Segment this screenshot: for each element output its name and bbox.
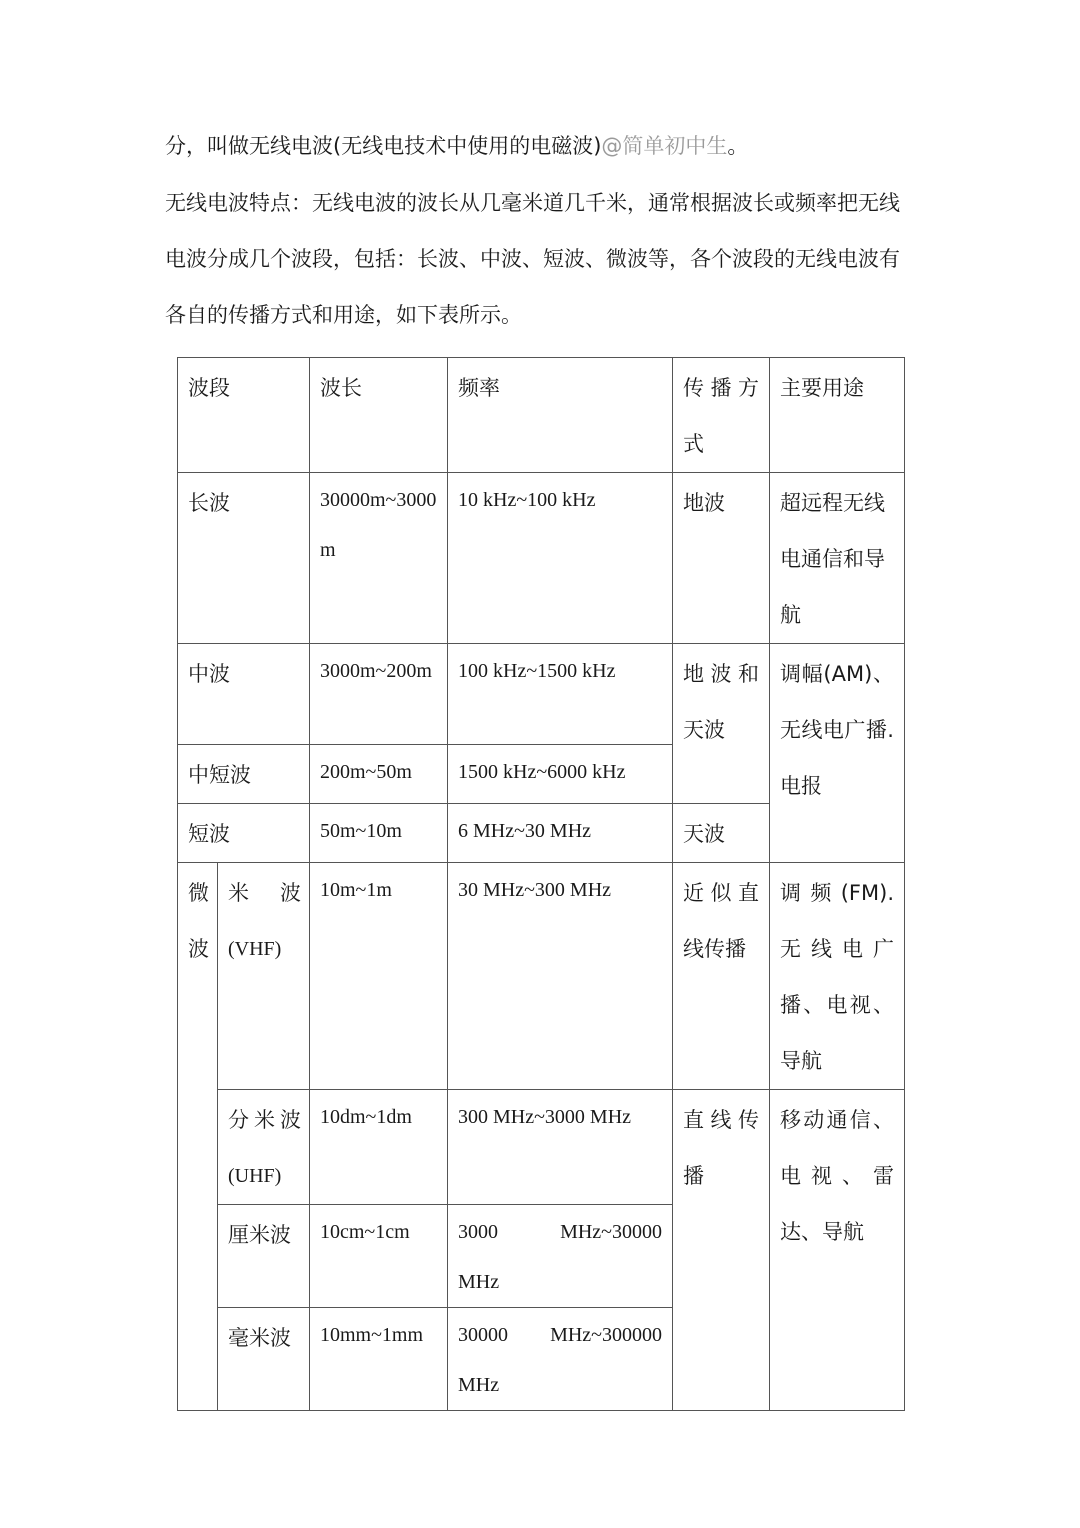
- cell-wavelength: 10cm~1cm: [310, 1205, 448, 1308]
- cell-usage: 移动通信、电视、雷达、导航: [770, 1090, 905, 1411]
- cell-wavelength: 30000m~3000m: [310, 473, 448, 644]
- cell-wavelength: 50m~10m: [310, 804, 448, 863]
- cell-usage: 调幅(AM)、无线电广播.电报: [770, 644, 905, 863]
- band-name: 分米波: [228, 1108, 301, 1132]
- cell-frequency: 100 kHz~1500 kHz: [448, 644, 673, 745]
- paragraph-line-1: [165, 132, 748, 160]
- table-row-uhf: [178, 1090, 905, 1205]
- paragraph-text: 分，叫做无线电波(无线电技术中使用的电磁波): [165, 134, 602, 158]
- cell-frequency: [448, 1205, 673, 1308]
- paragraph-text-end: 。: [727, 134, 749, 158]
- cell-frequency: 1500 kHz~6000 kHz: [448, 745, 673, 804]
- frequency-line-1: 3000 MHz~30000: [458, 1221, 662, 1243]
- cell-band: [218, 1090, 310, 1205]
- cell-wavelength: 3000m~200m: [310, 644, 448, 745]
- frequency-line-2: MHz: [458, 1374, 500, 1396]
- cell-band: 中短波: [178, 745, 310, 804]
- watermark-text: @简单初中生: [601, 134, 728, 158]
- cell-frequency: 10 kHz~100 kHz: [448, 473, 673, 644]
- header-band: 波段: [178, 358, 310, 473]
- cell-wavelength: 200m~50m: [310, 745, 448, 804]
- frequency-line-1: 30000 MHz~300000: [458, 1324, 662, 1346]
- cell-band: 长波: [178, 473, 310, 644]
- cell-frequency: 30 MHz~300 MHz: [448, 863, 673, 1090]
- header-usage: 主要用途: [770, 358, 905, 473]
- band-code: (VHF): [228, 938, 282, 960]
- cell-propagation: 地波: [673, 473, 770, 644]
- frequency-line-2: MHz: [458, 1271, 500, 1293]
- cell-band: 毫米波: [218, 1308, 310, 1411]
- table-row-long-wave: [178, 473, 905, 644]
- cell-propagation: 近似直线传播: [673, 863, 770, 1090]
- band-code: (UHF): [228, 1165, 282, 1187]
- cell-frequency: 300 MHz~3000 MHz: [448, 1090, 673, 1205]
- cell-propagation: 天波: [673, 804, 770, 863]
- cell-band: 中波: [178, 644, 310, 745]
- header-frequency: 频率: [448, 358, 673, 473]
- header-wavelength: 波长: [310, 358, 448, 473]
- cell-wavelength: 10dm~1dm: [310, 1090, 448, 1205]
- cell-band: 短波: [178, 804, 310, 863]
- cell-band: [218, 863, 310, 1090]
- band-name: 米波: [228, 881, 301, 905]
- cell-usage: 超远程无线电通信和导航: [770, 473, 905, 644]
- paragraph-line-2: 无线电波特点：无线电波的波长从几毫米道几千米，通常根据波长或频率把无线: [165, 191, 900, 215]
- cell-propagation: 地波和天波: [673, 644, 770, 804]
- table-row-vhf: [178, 863, 905, 1090]
- cell-frequency: 6 MHz~30 MHz: [448, 804, 673, 863]
- table-header-row: [178, 358, 905, 473]
- paragraph-line-3: 电波分成几个波段，包括：长波、中波、短波、微波等，各个波段的无线电波有: [165, 247, 900, 271]
- cell-wavelength: 10mm~1mm: [310, 1308, 448, 1411]
- header-propagation: 传播方式: [673, 358, 770, 473]
- radio-wave-band-table: [177, 357, 905, 1411]
- cell-microwave-group: 微波: [178, 863, 218, 1411]
- cell-usage: 调频(FM).无线电广播、电视、导航: [770, 863, 905, 1090]
- cell-propagation: 直线传播: [673, 1090, 770, 1411]
- cell-frequency: [448, 1308, 673, 1411]
- cell-band: 厘米波: [218, 1205, 310, 1308]
- table-row-medium-wave: [178, 644, 905, 745]
- cell-wavelength: 10m~1m: [310, 863, 448, 1090]
- paragraph-line-4: 各自的传播方式和用途，如下表所示。: [165, 303, 522, 327]
